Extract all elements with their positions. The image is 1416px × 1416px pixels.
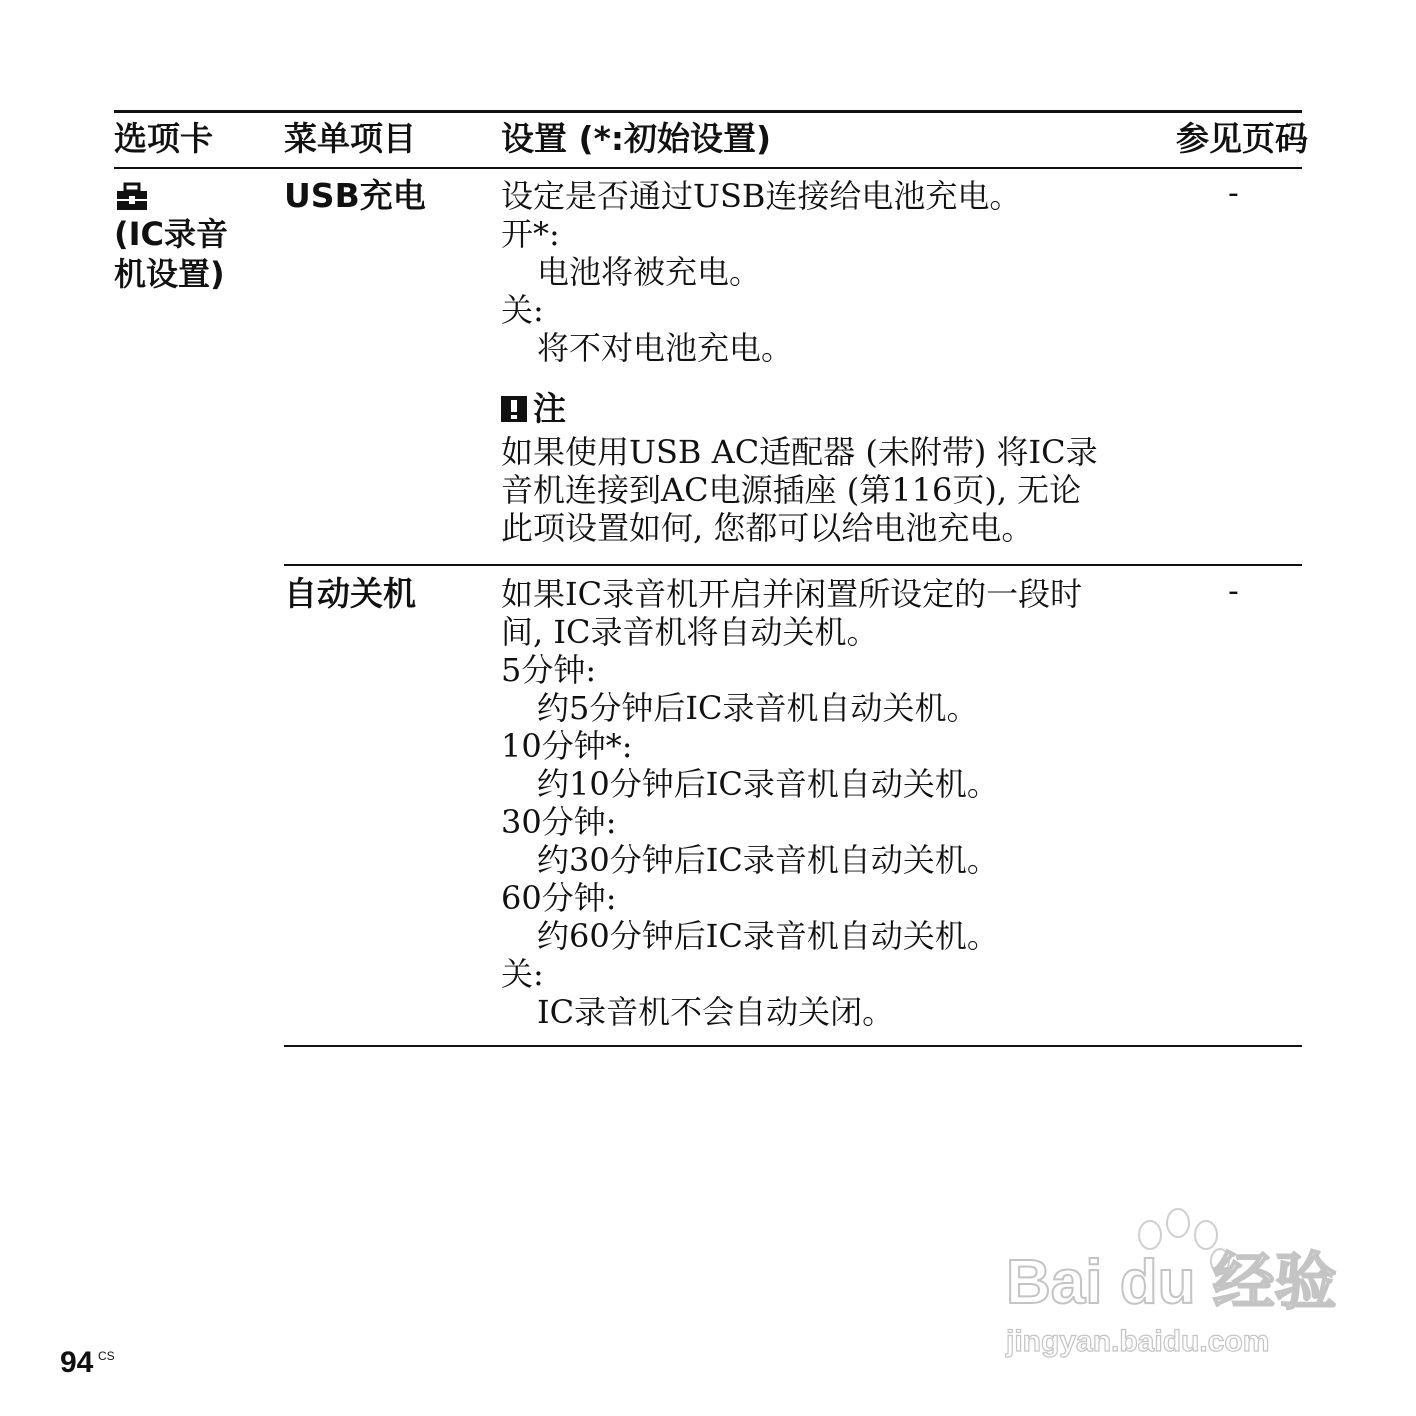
setting-line: 如果IC录音机开启并闲置所设定的一段时 [501, 575, 1083, 613]
option-label: 5分钟: [501, 651, 597, 689]
table-bottom-rule [284, 1045, 1302, 1047]
option-description: 电池将被充电。 [537, 253, 762, 291]
reference-auto-power-off: - [1228, 574, 1239, 609]
menu-item-auto-power-off: 自动关机 [284, 574, 416, 613]
header-menu-item: 菜单项目 [284, 119, 416, 158]
page-language-suffix: CS [98, 1349, 115, 1363]
option-description: IC录音机不会自动关闭。 [537, 993, 895, 1031]
table-top-rule [114, 110, 1302, 113]
note-title: 注 [533, 389, 566, 428]
setting-auto-power-off [501, 575, 1181, 1031]
note-line: 此项设置如何, 您都可以给电池充电。 [501, 509, 1034, 547]
setting-line: 间, IC录音机将自动关机。 [501, 613, 879, 651]
setting-line: 设定是否通过USB连接给电池充电。 [501, 177, 1022, 215]
setting-usb-charge [501, 177, 1181, 547]
caution-icon [501, 396, 527, 422]
note-body [501, 433, 1181, 547]
option-description: 约60分钟后IC录音机自动关机。 [537, 917, 999, 955]
header-setting: 设置 (*:初始设置) [501, 119, 772, 158]
toolbox-icon [114, 182, 150, 212]
option-description: 将不对电池充电。 [537, 329, 794, 367]
page-number: 94 [60, 1346, 94, 1379]
watermark-url: jingyan.baidu.com [1006, 1325, 1270, 1358]
row-divider-rule [284, 564, 1302, 566]
option-label: 关: [501, 955, 544, 993]
tab-cell [114, 182, 274, 294]
note-heading [501, 387, 1181, 431]
header-reference: 参见页码 [1176, 119, 1308, 158]
option-label: 开*: [501, 215, 560, 253]
watermark-brand: Bai du 经验 [1006, 1248, 1337, 1317]
option-label: 60分钟: [501, 879, 617, 917]
note-line: 如果使用USB AC适配器 (未附带) 将IC录 [501, 433, 1098, 471]
menu-item-usb-charge: USB充电 [284, 176, 426, 215]
reference-usb-charge: - [1228, 176, 1239, 211]
note-line: 音机连接到AC电源插座 (第116页), 无论 [501, 471, 1082, 509]
option-description: 约5分钟后IC录音机自动关机。 [537, 689, 979, 727]
header-tab: 选项卡 [114, 119, 213, 158]
option-description: 约30分钟后IC录音机自动关机。 [537, 841, 999, 879]
option-label: 10分钟*: [501, 727, 633, 765]
option-description: 约10分钟后IC录音机自动关机。 [537, 765, 999, 803]
option-label: 关: [501, 291, 544, 329]
option-label: 30分钟: [501, 803, 617, 841]
baidu-jingyan-watermark [1000, 1195, 1340, 1375]
tab-label: (IC录音 机设置) [114, 215, 229, 293]
table-header-rule [114, 167, 1302, 169]
